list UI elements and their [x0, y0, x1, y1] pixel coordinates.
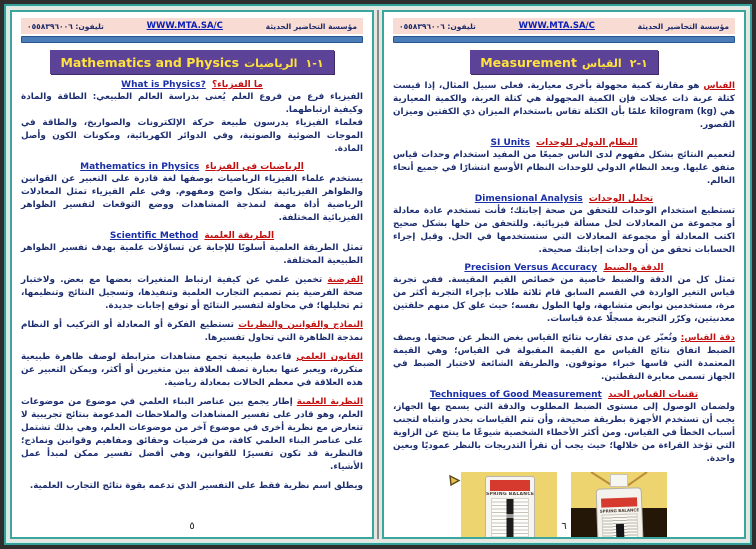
lesson-title-box — [50, 50, 333, 74]
heading-english: SI Units — [490, 138, 530, 149]
heading-english: Mathematics in Physics — [80, 162, 200, 173]
term-body: إطار يجمع بين عناصر البناء العلمي في موضوع من موضوعات العلم، وهو قادر على تفسير المشاهدات والملاحظات المدعومة بنتائج تجريبية لا تتعارض مع نظرية أخرى في موضوع آخر من موضوعات العلم، وهي بذلك تشتمل على عناصر البناء العلمي كافة، من فرضيات وحقائق ومفاهيم وقوانين ونماذج؛ فالنظرية قد تكون تفسيرًا للقوانين، وهي أفضل تفسير ممكن لمبدأ عمل الأشياء. — [21, 397, 363, 473]
header-divider-bar — [393, 36, 735, 43]
balance-red-band — [490, 480, 530, 491]
term-body: قاعدة طبيعية تجمع مشاهدات مترابطة لوصف ظاهرة طبيعية متكررة، ويعبر عنها بعبارة تصف العلاقة بين متغيرين أو أكثر، ويمكن التعبير عن هذه العلاقة في معظم الحالات بمعادلة رياضية. — [21, 352, 363, 389]
heading-english: Precision Versus Accuracy — [464, 263, 598, 274]
term-label: القياس — [703, 81, 735, 91]
section-heading — [21, 80, 363, 90]
section-heading — [393, 138, 735, 148]
heading-arabic: ما الفيزياء؟ — [211, 80, 263, 90]
org-name: مؤسسة التحاضير الحديثة — [265, 21, 357, 31]
website-link[interactable]: WWW.MTA.SA/C — [518, 21, 595, 31]
balance-tag — [610, 474, 628, 487]
balance-slot — [507, 499, 514, 539]
section-heading — [21, 231, 363, 241]
heading-english: Dimensional Analysis — [474, 194, 583, 205]
page-left-mathematics-and-physics — [10, 10, 374, 539]
heading-arabic: الطريقة العلمية — [204, 231, 275, 242]
section-heading — [393, 194, 735, 204]
balance-red-band — [601, 498, 637, 508]
lesson-title-row — [393, 50, 735, 74]
triangle-marker-icon — [448, 472, 461, 491]
heading-arabic: تحليل الوحدات — [588, 194, 654, 205]
section-body: ولضمان الوصول إلى مستوى الضبط المطلوب والدقة التي يسمح بها الجهاز، يجب أن تستخدم الأجهزة بطريقة صحيحة، وأن تتم القياسات بحذر وانتباه لتجنب أسباب الخطأ في القياس. ومن أكثر الأخطاء الشخصية شيوعًا ما ينتج عن الزاوية التي تؤخذ القراءة من خلالها؛ حيث يجب أن تقرأ التدريجات بالنظر عموديًا وبعين واحدة. — [393, 402, 735, 465]
section-scientific-theory — [21, 396, 363, 474]
heading-arabic: تقنيات القياس الجيد — [607, 390, 699, 401]
page-number: ٦ — [561, 521, 567, 532]
section-scientific-method — [21, 231, 363, 268]
balance-scale — [491, 498, 529, 539]
header-divider-bar — [21, 36, 363, 43]
org-name: مؤسسة التحاضير الحديثة — [637, 21, 729, 31]
section-measurement-precision — [393, 332, 735, 384]
section-heading — [393, 390, 735, 400]
phone-number: تليفون: ٠٥٥٨٣٩٦٠٠٦ — [399, 21, 476, 31]
section-mathematics-in-physics — [21, 162, 363, 225]
term-label: النظرية العلمية — [296, 397, 363, 408]
lesson-number: ١-١ — [305, 57, 324, 70]
heading-arabic: الدقة والضبط — [603, 263, 664, 274]
section-si-units — [393, 138, 735, 188]
lesson-title-english: Mathematics and Physics — [60, 55, 240, 70]
lesson-title-arabic: الرياضيات — [244, 57, 298, 70]
website-link[interactable]: WWW.MTA.SA/C — [146, 21, 223, 31]
term-label: الفرضية — [327, 275, 363, 286]
term-body: تخمين علمي عن كيفية ارتباط المتغيرات بعضها مع بعض. ولاختبار صحة الفرضية يتم تصميم التجارب العلمية وتنفيذها، وتسجيل النتائج وتنظيمها، ثم تحليلها؛ في محاولة لتفسير النتائج أو توقع إجابات جديدة. — [21, 275, 363, 312]
term-paragraph — [21, 274, 363, 313]
balance-label: SPRING BALANCE — [599, 507, 640, 515]
page-right-measurement — [382, 10, 746, 539]
section-body: فعلماء الفيزياء يدرسون طبيعة حركة الإلكترونات والصواريخ، والطاقة في الموجات الضوئية والصوتية، وفي الدوائر الكهربائية، ومكونات الكون وأصل المادة. — [21, 118, 363, 155]
section-body: يستخدم علماء الفيزياء الرياضيات بوصفها لغة قادرة على التعبير عن القوانين والظواهر الفيزيائية بشكل واضح ومفهوم. وفي علم الفيزياء تمثل المعادلات الرياضية أداة مهمة لنمذجة المشاهدات ووضع التوقعات لتفسير الظواهر الفيزيائية المختلفة. — [21, 174, 363, 224]
term-label: النماذج والقوانين والنظريات — [238, 320, 363, 331]
page-spine-divider — [377, 10, 379, 539]
section-body: الفيزياء فرع من فروع العلم يُعنى بدراسة العالم الطبيعي: الطاقة والمادة وكيفية ارتباطهما. — [21, 92, 363, 116]
section-what-is-physics — [21, 80, 363, 156]
term-paragraph — [21, 396, 363, 474]
term-paragraph — [393, 332, 735, 384]
phone-number: تليفون: ٠٥٥٨٣٩٦٠٠٦ — [27, 21, 104, 31]
page-header — [21, 18, 363, 34]
section-heading — [393, 263, 735, 273]
term-label: القانون العلمي — [296, 352, 364, 363]
lesson-title-row — [21, 50, 363, 74]
section-dimensional-analysis — [393, 194, 735, 257]
document-frame — [4, 4, 752, 545]
section-good-measurement-techniques — [393, 390, 735, 466]
term-body: هو مقارنة كمية مجهولة بأخرى معيارية. فعلى سبيل المثال، إذا قيست كتلة عربة ذات عجلات فإن الكمية المجهولة هي كتلة العربة، والكمية المعيارية هي kilogram (kg) علمًا بأن الكتلة تقاس باستخدام الميزان ذي الكفتين وميزان القصور. — [393, 81, 736, 131]
lesson-title-arabic: القياس — [582, 57, 622, 70]
term-label: دقة القياس: — [680, 333, 735, 344]
heading-english: Scientific Method — [109, 231, 199, 242]
section-measurement-definition — [393, 80, 735, 132]
page-header — [393, 18, 735, 34]
section-scientific-law — [21, 351, 363, 390]
section-body: لتعميم النتائج بشكل مفهوم لدى الناس جميعًا من المفيد استخدام وحدات قياس متفق عليها. ويعد النظام الدولي للوحدات النظام الأوسع انتشارًا في جميع أنحاء العالم. — [393, 150, 735, 187]
term-paragraph — [21, 319, 363, 345]
section-heading — [21, 162, 363, 172]
section-hypothesis — [21, 274, 363, 313]
term-body: تستطيع الفكرة أو المعادلة أو التركيب أو النظام نمذجة الظاهرة التي تحاول تفسيرها. — [21, 320, 363, 344]
heading-english: Techniques of Good Measurement — [429, 390, 602, 401]
heading-arabic: النظام الدولي للوحدات — [536, 138, 638, 149]
balance-label: SPRING BALANCE — [486, 492, 534, 498]
section-models-laws-theories — [21, 319, 363, 345]
page-number: ٥ — [189, 521, 195, 532]
heading-arabic: الرياضيات في الفيزياء — [205, 162, 304, 173]
term-paragraph — [393, 80, 735, 132]
lesson-title-english: Measurement — [480, 55, 577, 70]
section-theory-note — [21, 480, 363, 493]
lesson-number: ١-٢ — [629, 57, 648, 70]
term-paragraph — [21, 351, 363, 390]
section-body: تستطيع استخدام الوحدات للتحقق من صحة إجابتك؛ فأنت تستخدم عادة معادلة أو مجموعة من المعادلات لحل مسألة فيزيائية. وللتحقق من حلها بشكل صحيح اكتب المعادلة أو مجموعة المعادلات التي ستستخدمها في الحل. وقبل إجراء الحسابات تحقق من أن وحدات إجابتك صحيحة. — [393, 206, 735, 256]
section-body: تمثل كل من الدقة والضبط خاصية من خصائص القيم المقيسة. ففي تجربة قياس التغير الواردة في القسم السابق قام ثلاثة طلاب بإجراء التجربة أكثر من مرة، مستخدمين نوابض متشابهة، ولها الطول نفسه؛ حيث علق كل منهم حلقتين معدنيتين، وكرّر التجربة مسجلًا عدة قياسات. — [393, 275, 735, 325]
note-text: ويطلق اسم نظرية فقط على التفسير الذي تدعمه بقوة نتائج التجارب العلمية. — [29, 481, 363, 492]
section-body: تمثل الطريقة العلمية أسلوبًا للإجابة عن تساؤلات علمية بهدف تفسير الظواهر الطبيعية المختلفة. — [21, 243, 363, 267]
section-precision-vs-accuracy — [393, 263, 735, 326]
lesson-title-box — [470, 50, 658, 74]
term-body: وتُعبّر عن مدى تقارب نتائج القياس بغض النظر عن صحتها. ويصف الضبط اتفاق نتائج القياس مع القيمة المقبولة في القياس؛ وهي القيمة المعتمدة التي قاسها خبراء موثوقون. والطريقة الشائعة لاختبار الضبط في الجهاز تسمى معايرة النقطتين. — [393, 333, 735, 383]
slot-indicator — [507, 514, 514, 518]
heading-english: What is Physics? — [121, 80, 206, 90]
